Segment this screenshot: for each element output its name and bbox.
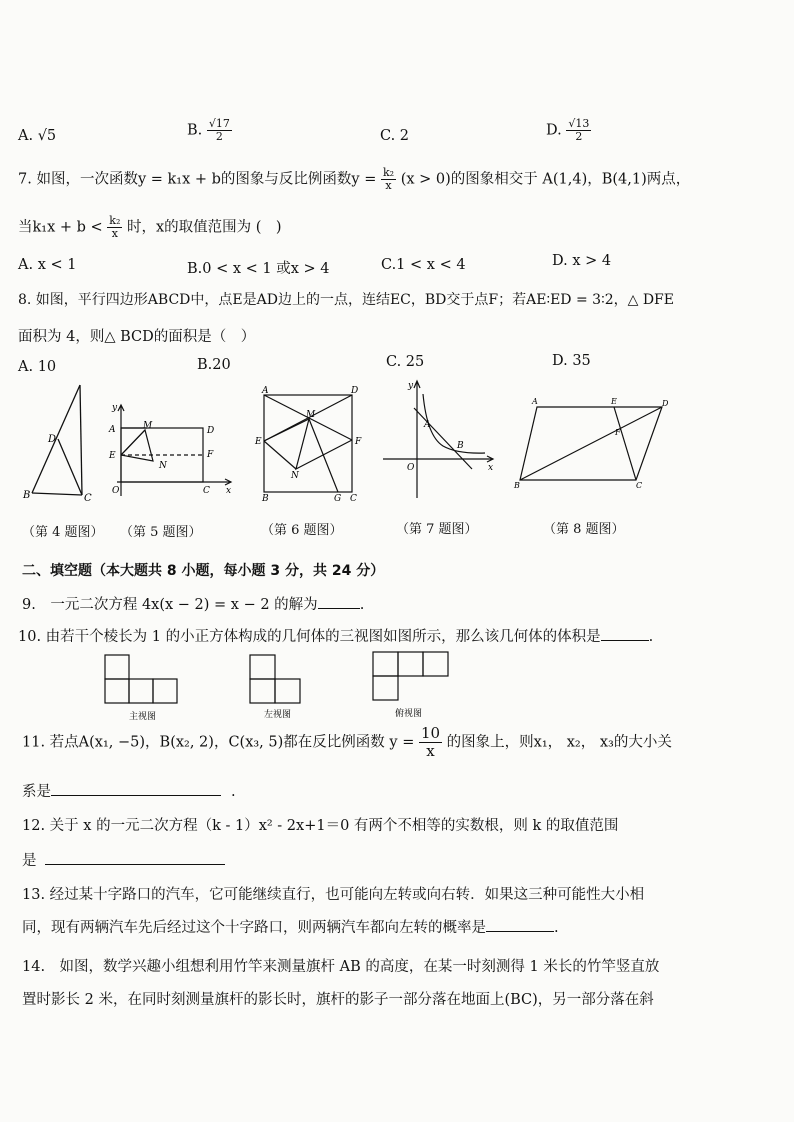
figure-8 — [512, 394, 674, 490]
q10-left-view-label: 左视图 — [264, 710, 292, 720]
fig5-label-n: N — [159, 461, 167, 471]
fig6-label-e: E — [255, 437, 262, 447]
fig6-label-g: G — [334, 494, 342, 504]
fig7-label-o: O — [407, 463, 415, 473]
q7-line1: 7. 如图，一次函数y = k₁x + b的图象与反比例函数y = $\frac{\text{k₂}}{x}$ (x > 0)的图象相交于 A(1,4)，B(4,1)两点， — [18, 166, 691, 192]
fig8-label-d: D — [662, 399, 669, 408]
fig5-label-e: E — [109, 451, 116, 461]
q6-option-c: C. 2 — [380, 128, 410, 144]
q9: 9. 一元二次方程 4x(x − 2) = x − 2 的解为 . — [22, 593, 364, 614]
fig7-label-x: x — [488, 463, 494, 473]
q10-left-view — [248, 652, 308, 722]
fig5-label-f: F — [207, 450, 214, 460]
fig6-label-n: N — [291, 471, 299, 481]
fig7-label-b: B — [457, 441, 464, 451]
q6-option-a: A. √5 — [18, 128, 57, 144]
q14-line2: 置时影长 2 米，在同时刻测量旗杆的影长时，旗杆的影子一部分落在地面上(BC)，另一部分落在斜 — [22, 992, 654, 1008]
q8-option-b: B.20 — [197, 357, 231, 373]
q8-option-a: A. 10 — [18, 359, 57, 375]
fig8-caption: （第 8 题图） — [543, 522, 625, 537]
q8-line1: 8. 如图，平行四边形ABCD中，点E是AD边上的一点，连结EC，BD交于点F；若AE∶ED = 3∶2，△ DFE — [18, 292, 674, 308]
q7-option-b: B.0 < x < 1 或x > 4 — [187, 261, 330, 277]
fig6-label-c: C — [350, 494, 357, 504]
q12-line2: 是 — [22, 849, 225, 870]
q7-line2: 当k₁x + b < $\frac{\text{k₂}}{x}$ 时，x的取值范围为 ( ) — [18, 214, 282, 240]
q6-option-d: D. $\frac{√13}{2}$ — [546, 117, 590, 143]
fig8-label-a: A — [532, 397, 538, 406]
q9-answer-blank[interactable] — [318, 594, 360, 609]
q7-option-a: A. x < 1 — [18, 257, 77, 273]
fig7-caption: （第 7 题图） — [396, 522, 478, 537]
q12-line1: 12. 关于 x 的一元二次方程（k - 1）x² - 2x+1＝0 有两个不相等的实数根，则 k 的取值范围 — [22, 818, 619, 834]
q11-line1: 11. 若点A(x₁, −5)，B(x₂, 2)，C(x₃, 5)都在反比例函数 y = $\frac{10}{x}$ 的图象上，则x₁， x₂， x₃的大小关 — [22, 724, 672, 760]
fig6-label-d: D — [351, 386, 359, 396]
figure-7 — [377, 378, 499, 502]
fig8-label-c: C — [636, 481, 643, 490]
fig6-caption: （第 6 题图） — [261, 523, 343, 538]
q11-line2: 系是 . — [22, 780, 236, 801]
fig6-label-b: B — [262, 494, 269, 504]
fig5-label-c: C — [203, 486, 210, 496]
q10-front-view — [103, 652, 183, 722]
q10: 10. 由若干个棱长为 1 的小正方体构成的几何体的三视图如图所示，那么该几何体的体积是 . — [18, 625, 653, 646]
fig5-label-x: x — [226, 486, 232, 496]
fig6-label-m: M — [306, 410, 316, 420]
q10-answer-blank[interactable] — [601, 626, 649, 641]
q7-option-d: D. x > 4 — [552, 253, 612, 269]
fig5-label-o: O — [112, 486, 120, 496]
q6-option-b: B. $\frac{√17}{2}$ — [187, 117, 230, 143]
q12-answer-blank[interactable] — [45, 850, 225, 865]
fig8-label-e: E — [611, 397, 617, 406]
fig4-label-c: C — [84, 493, 92, 504]
fig7-label-a: A — [424, 420, 431, 430]
q14-line1: 14. 如图，数学兴趣小组想利用竹竿来测量旗杆 AB 的高度，在某一时刻测得 1 米长的竹竿竖直放 — [22, 959, 660, 975]
figure-5 — [103, 400, 238, 502]
figure-6 — [253, 386, 366, 504]
q13-line1: 13. 经过某十字路口的汽车，它可能继续直行，也可能向左转或向右转．如果这三种可能性大小相 — [22, 887, 645, 903]
fig8-label-b: B — [514, 481, 520, 490]
fig5-label-y: y — [112, 403, 118, 413]
fig6-label-f: F — [355, 437, 362, 447]
fig4-label-b: B — [23, 490, 31, 501]
fig6-label-a: A — [262, 386, 269, 396]
q11-answer-blank[interactable] — [51, 781, 221, 796]
q13-answer-blank[interactable] — [486, 917, 554, 932]
fig4-label-d: D — [48, 434, 57, 445]
q10-front-view-label: 主视图 — [129, 712, 157, 722]
fig4-caption: （第 4 题图） — [22, 525, 104, 540]
q8-option-d: D. 35 — [552, 353, 591, 369]
section-2-title: 二、填空题（本大题共 8 小题，每小题 3 分，共 24 分） — [22, 563, 385, 579]
q10-top-view-label: 俯视图 — [395, 709, 423, 719]
fig8-label-f: F — [615, 428, 621, 437]
figure-4 — [20, 382, 100, 504]
q8-line2: 面积为 4，则△ BCD的面积是（ ） — [18, 329, 256, 345]
fig5-label-a: A — [109, 425, 116, 435]
fig5-caption: （第 5 题图） — [120, 525, 202, 540]
q13-line2: 同，现有两辆汽车先后经过这个十字路口，则两辆汽车都向左转的概率是 . — [22, 916, 559, 937]
q10-top-view — [371, 649, 451, 719]
q8-option-c: C. 25 — [386, 354, 425, 370]
q7-option-c: C.1 < x < 4 — [381, 257, 466, 273]
fig7-label-y: y — [408, 381, 414, 391]
fig5-label-m: M — [143, 421, 153, 431]
fig5-label-d: D — [207, 426, 215, 436]
